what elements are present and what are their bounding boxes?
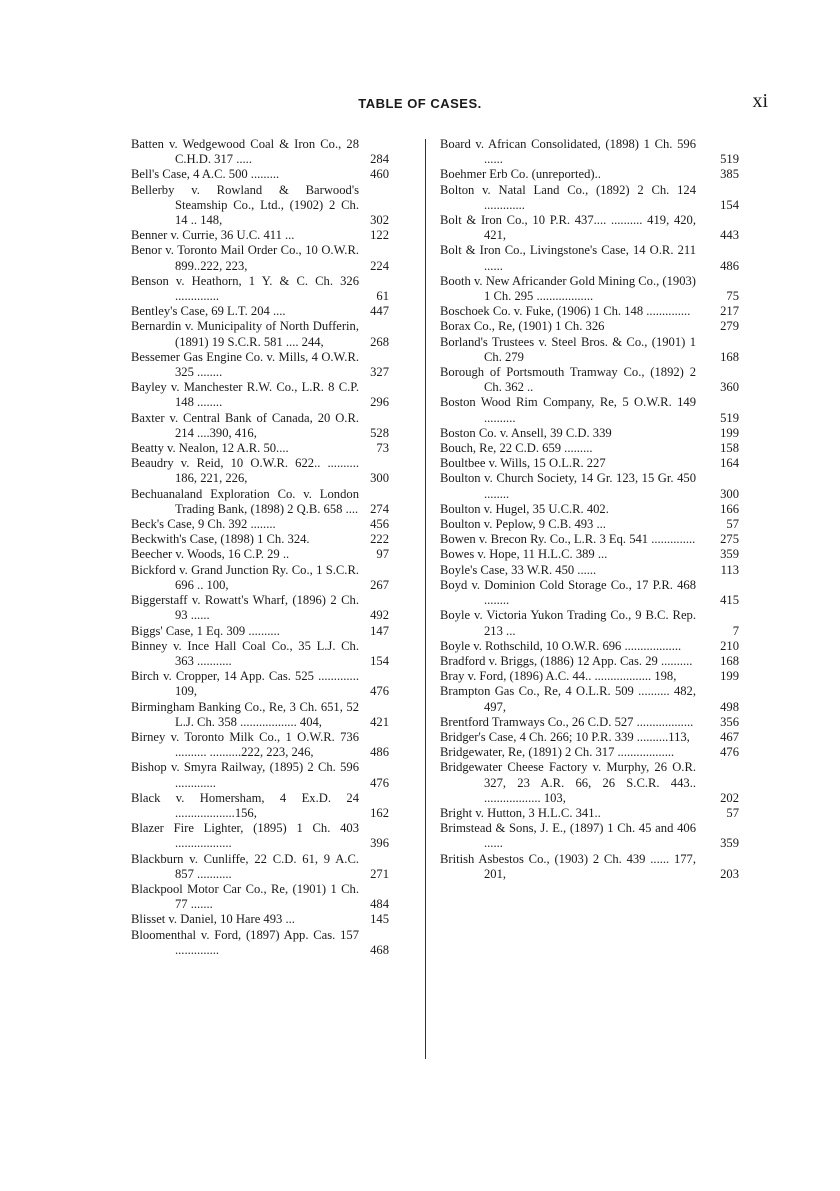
case-citation: Bridgewater, Re, (1891) 2 Ch. 317 ..................: [440, 745, 675, 760]
case-entry: [440, 243, 739, 273]
case-citation: Bechuanaland Exploration Co. v. London Trading Bank, (1898) 2 Q.B. 658 ....: [131, 486, 359, 516]
case-page-reference: 396: [370, 836, 389, 851]
case-citation: Black v. Homersham, 4 Ex.D. 24 ...................156,: [131, 790, 359, 820]
case-page-reference: 168: [720, 349, 739, 364]
case-citation: Birney v. Toronto Milk Co., 1 O.W.R. 736 .......... ..........222, 223, 246,: [131, 729, 359, 760]
case-page-reference: 271: [370, 866, 389, 881]
case-citation: Bernardin v. Municipality of North Dufferin, (1891) 19 S.C.R. 581 .... 244,: [131, 319, 359, 349]
case-citation: Brentford Tramways Co., 26 C.D. 527 ..................: [440, 714, 694, 729]
case-page-reference: 145: [370, 912, 389, 927]
case-entry: [131, 593, 389, 623]
case-entry: [131, 167, 389, 182]
case-page-reference: 492: [370, 608, 389, 623]
case-page-reference: 166: [720, 501, 739, 516]
case-citation: Binney v. Ince Hall Coal Co., 35 L.J. Ch. 363 ...........: [131, 638, 359, 668]
case-entry: [440, 745, 739, 760]
case-page-reference: 7: [732, 623, 739, 638]
case-citation: Birmingham Banking Co., Re, 3 Ch. 651, 52 L.J. Ch. 358 .................. 404,: [131, 699, 359, 729]
case-entry: [440, 471, 739, 501]
case-citation: Boulton v. Peplow, 9 C.B. 493 ...: [440, 517, 606, 532]
case-citation: Borough of Portsmouth Tramway Co., (1892) 2 Ch. 362 ..: [440, 365, 696, 395]
case-page-reference: 443: [720, 228, 739, 243]
case-entry: [440, 729, 739, 745]
case-entry: [131, 852, 389, 882]
case-page-reference: 484: [370, 897, 389, 912]
case-page-reference: 274: [370, 501, 389, 516]
case-entry: [131, 183, 389, 229]
case-page-reference: 268: [370, 334, 389, 349]
case-page-reference: 97: [376, 547, 389, 562]
case-citation: Bowen v. Brecon Ry. Co., L.R. 3 Eq. 541 ..............: [440, 532, 696, 547]
case-entry: [440, 213, 739, 243]
case-entry: [440, 805, 739, 821]
case-citation: Borax Co., Re, (1901) 1 Ch. 326: [440, 319, 605, 334]
case-entry: [440, 684, 739, 714]
case-entry: [440, 532, 739, 547]
case-entry: [440, 273, 739, 304]
case-entry: [440, 851, 739, 882]
case-page-reference: 199: [720, 669, 739, 684]
case-page-reference: 519: [720, 410, 739, 425]
case-entry: [440, 137, 739, 167]
case-page-reference: 203: [720, 866, 739, 881]
case-page-reference: 158: [720, 441, 739, 456]
case-citation: Boston Wood Rim Company, Re, 5 O.W.R. 149 ..........: [440, 395, 696, 425]
case-page-reference: 360: [720, 380, 739, 395]
case-entry: [440, 167, 739, 182]
case-entry: [131, 532, 389, 547]
case-entry: [440, 562, 739, 578]
case-entry: [440, 821, 739, 851]
case-entry: [440, 547, 739, 562]
case-entry: [440, 425, 739, 441]
page-title: TABLE OF CASES.: [358, 96, 482, 111]
case-page-reference: 154: [720, 197, 739, 212]
case-entry: [131, 639, 389, 669]
right-column: [440, 137, 739, 882]
case-page-reference: 199: [720, 425, 739, 440]
case-page-reference: 300: [720, 486, 739, 501]
case-entry: [440, 714, 739, 730]
case-page-reference: 456: [370, 517, 389, 532]
case-page-reference: 162: [370, 805, 389, 820]
case-page-reference: 359: [720, 836, 739, 851]
case-entry: [131, 669, 389, 699]
case-entry: [440, 441, 739, 456]
case-page-reference: 486: [720, 258, 739, 273]
case-citation: Boyle v. Rothschild, 10 O.W.R. 696 ..................: [440, 638, 682, 653]
case-entry: [131, 456, 389, 486]
case-citation: Bright v. Hutton, 3 H.L.C. 341..: [440, 805, 601, 820]
case-citation: Bolt & Iron Co., Livingstone's Case, 14 O.R. 211 ......: [440, 243, 696, 273]
case-entry: [440, 365, 739, 395]
case-page-reference: 217: [720, 304, 739, 319]
case-entry: [131, 411, 389, 441]
case-citation: Beecher v. Woods, 16 C.P. 29 ..: [131, 547, 290, 562]
case-citation: Board v. African Consolidated, (1898) 1 Ch. 596 ......: [440, 137, 696, 167]
case-citation: Baxter v. Central Bank of Canada, 20 O.R. 214 ....390, 416,: [131, 410, 359, 440]
case-page-reference: 467: [720, 729, 739, 744]
case-page-reference: 302: [370, 213, 389, 228]
case-page-reference: 267: [370, 577, 389, 592]
case-entry: [131, 730, 389, 760]
case-page-reference: 327: [370, 365, 389, 380]
case-citation: Boulton v. Church Society, 14 Gr. 123, 15 Gr. 450 ........: [440, 471, 696, 501]
case-entry: [131, 228, 389, 243]
case-citation: Blackburn v. Cunliffe, 22 C.D. 61, 9 A.C. 857 ...........: [131, 851, 359, 881]
case-page-reference: 75: [726, 289, 739, 304]
case-citation: Batten v. Wedgewood Coal & Iron Co., 28 C.H.D. 317 .....: [131, 137, 359, 167]
case-citation: Boyle's Case, 33 W.R. 450 ......: [440, 562, 597, 577]
case-page-reference: 498: [720, 699, 739, 714]
case-page-reference: 73: [376, 441, 389, 456]
case-page-reference: 222: [370, 532, 389, 547]
case-page-reference: 57: [726, 805, 739, 820]
case-citation: Beatty v. Nealon, 12 A.R. 50....: [131, 441, 289, 456]
case-citation: Bell's Case, 4 A.C. 500 .........: [131, 167, 280, 182]
case-citation: Bishop v. Smyra Railway, (1895) 2 Ch. 596 .............: [131, 760, 359, 790]
case-page-reference: 476: [720, 745, 739, 760]
case-entry: [131, 928, 389, 958]
case-entry: [131, 821, 389, 851]
case-entry: [440, 653, 739, 669]
case-entry: [131, 760, 389, 790]
case-entry: [131, 624, 389, 639]
case-citation: Boultbee v. Wills, 15 O.L.R. 227: [440, 456, 606, 471]
case-page-reference: 385: [720, 167, 739, 182]
case-entry: [440, 760, 739, 806]
case-entry: [131, 700, 389, 730]
case-entry: [131, 517, 389, 532]
case-citation: Beck's Case, 9 Ch. 392 ........: [131, 517, 276, 532]
column-divider: [425, 139, 426, 1059]
case-entry: [440, 182, 739, 213]
case-page-reference: 284: [370, 152, 389, 167]
case-entry: [440, 395, 739, 425]
case-citation: Boston Co. v. Ansell, 39 C.D. 339: [440, 425, 612, 440]
case-citation: Blackpool Motor Car Co., Re, (1901) 1 Ch. 77 .......: [131, 881, 359, 912]
case-entry: [440, 577, 739, 608]
case-citation: Bowes v. Hope, 11 H.L.C. 389 ...: [440, 547, 608, 562]
case-citation: Boulton v. Hugel, 35 U.C.R. 402.: [440, 501, 609, 516]
case-page-reference: 476: [370, 684, 389, 699]
case-citation: Biggs' Case, 1 Eq. 309 ..........: [131, 623, 280, 638]
case-entry: [131, 243, 389, 273]
case-entry: [131, 304, 389, 319]
case-entry: [131, 563, 389, 593]
case-page-reference: 300: [370, 471, 389, 486]
case-page-reference: 356: [720, 714, 739, 729]
case-page-reference: 168: [720, 653, 739, 668]
case-citation: Bouch, Re, 22 C.D. 659 .........: [440, 441, 593, 456]
case-page-reference: 210: [720, 638, 739, 653]
case-page-reference: 486: [370, 745, 389, 760]
case-entry: [440, 638, 739, 654]
case-citation: Blazer Fire Lighter, (1895) 1 Ch. 403 ..................: [131, 821, 359, 851]
case-page-reference: 279: [720, 319, 739, 334]
case-entry: [131, 441, 389, 456]
case-citation: Bentley's Case, 69 L.T. 204 ....: [131, 304, 286, 319]
case-page-reference: 154: [370, 653, 389, 668]
case-page-reference: 359: [720, 547, 739, 562]
case-citation: Boyle v. Victoria Yukon Trading Co., 9 B.C. Rep. 213 ...: [440, 608, 696, 638]
case-page-reference: 113: [720, 562, 739, 577]
case-page-reference: 61: [376, 289, 389, 304]
case-page-reference: 468: [370, 942, 389, 957]
case-citation: Boyd v. Dominion Cold Storage Co., 17 P.R. 468 ........: [440, 577, 696, 608]
case-citation: Bellerby v. Rowland & Barwood's Steamship Co., Ltd., (1902) 2 Ch. 14 .. 148,: [131, 182, 359, 228]
case-citation: Bridger's Case, 4 Ch. 266; 10 P.R. 339 ..........113,: [440, 729, 690, 744]
case-entry: [440, 304, 739, 319]
case-citation: Borland's Trustees v. Steel Bros. & Co., (1901) 1 Ch. 279: [440, 334, 696, 364]
case-entry: [440, 334, 739, 365]
case-citation: Benor v. Toronto Mail Order Co., 10 O.W.R. 899..222, 223,: [131, 243, 359, 273]
left-column: [131, 137, 389, 958]
case-citation: Bessemer Gas Engine Co. v. Mills, 4 O.W.R. 325 ........: [131, 349, 359, 380]
case-page-reference: 275: [720, 532, 739, 547]
case-page-reference: 447: [370, 304, 389, 319]
case-page-reference: 296: [370, 395, 389, 410]
case-page-reference: 415: [720, 593, 739, 608]
case-entry: [131, 319, 389, 349]
case-citation: Benner v. Currie, 36 U.C. 411 ...: [131, 228, 295, 243]
case-citation: Beaudry v. Reid, 10 O.W.R. 622.. .......... 186, 221, 226,: [131, 456, 359, 486]
case-citation: Boehmer Erb Co. (unreported)..: [440, 167, 601, 182]
case-entry: [440, 608, 739, 638]
case-citation: Bray v. Ford, (1896) A.C. 44.. .................. 198,: [440, 669, 677, 684]
case-citation: Boschoek Co. v. Fuke, (1906) 1 Ch. 148 ..............: [440, 304, 691, 319]
case-citation: Bolt & Iron Co., 10 P.R. 437.... .......... 419, 420, 421,: [440, 213, 696, 243]
case-citation: Birch v. Cropper, 14 App. Cas. 525 ............. 109,: [131, 669, 359, 699]
case-citation: Bayley v. Manchester R.W. Co., L.R. 8 C.P. 148 ........: [131, 380, 359, 410]
case-entry: [131, 882, 389, 912]
case-entry: [131, 791, 389, 821]
case-citation: Bolton v. Natal Land Co., (1892) 2 Ch. 124 .............: [440, 182, 696, 212]
case-entry: [440, 501, 739, 517]
case-page-reference: 57: [726, 517, 739, 532]
case-citation: Biggerstaff v. Rowatt's Wharf, (1896) 2 Ch. 93 ......: [131, 593, 359, 623]
case-entry: [440, 456, 739, 471]
case-page-reference: 122: [370, 228, 389, 243]
case-entry: [440, 669, 739, 684]
case-citation: Blisset v. Daniel, 10 Hare 493 ...: [131, 912, 295, 927]
case-citation: Brimstead & Sons, J. E., (1897) 1 Ch. 45 and 406 ......: [440, 821, 696, 851]
case-citation: Booth v. New Africander Gold Mining Co., (1903) 1 Ch. 295 ..................: [440, 273, 696, 304]
case-citation: Bradford v. Briggs, (1886) 12 App. Cas. 29 ..........: [440, 653, 693, 668]
case-entry: [131, 547, 389, 562]
case-page-reference: 421: [370, 714, 389, 729]
case-citation: Beckwith's Case, (1898) 1 Ch. 324.: [131, 532, 310, 547]
case-citation: Brampton Gas Co., Re, 4 O.L.R. 509 .......... 482, 497,: [440, 684, 696, 714]
case-page-reference: 147: [370, 623, 389, 638]
case-page-reference: 202: [720, 790, 739, 805]
case-page-reference: 164: [720, 456, 739, 471]
case-citation: Benson v. Heathorn, 1 Y. & C. Ch. 326 ..............: [131, 273, 359, 304]
case-page-reference: 476: [370, 775, 389, 790]
case-citation: Bloomenthal v. Ford, (1897) App. Cas. 157 ..............: [131, 927, 359, 957]
case-entry: [131, 912, 389, 927]
case-entry: [131, 380, 389, 410]
case-citation: Bickford v. Grand Junction Ry. Co., 1 S.C.R. 696 .. 100,: [131, 562, 359, 592]
case-citation: Bridgewater Cheese Factory v. Murphy, 26 O.R. 327, 23 A.R. 66, 26 S.C.R. 443.. .................. 103,: [440, 760, 696, 805]
case-page-reference: 224: [370, 258, 389, 273]
page-number: xi: [752, 90, 768, 112]
case-entry: [131, 350, 389, 380]
case-citation: British Asbestos Co., (1903) 2 Ch. 439 ...... 177, 201,: [440, 851, 696, 881]
case-page-reference: 519: [720, 152, 739, 167]
case-page-reference: 460: [370, 167, 389, 182]
case-entry: [440, 319, 739, 334]
case-entry: [131, 137, 389, 167]
case-page-reference: 528: [370, 425, 389, 440]
case-entry: [131, 487, 389, 517]
case-entry: [440, 517, 739, 532]
case-entry: [131, 274, 389, 304]
